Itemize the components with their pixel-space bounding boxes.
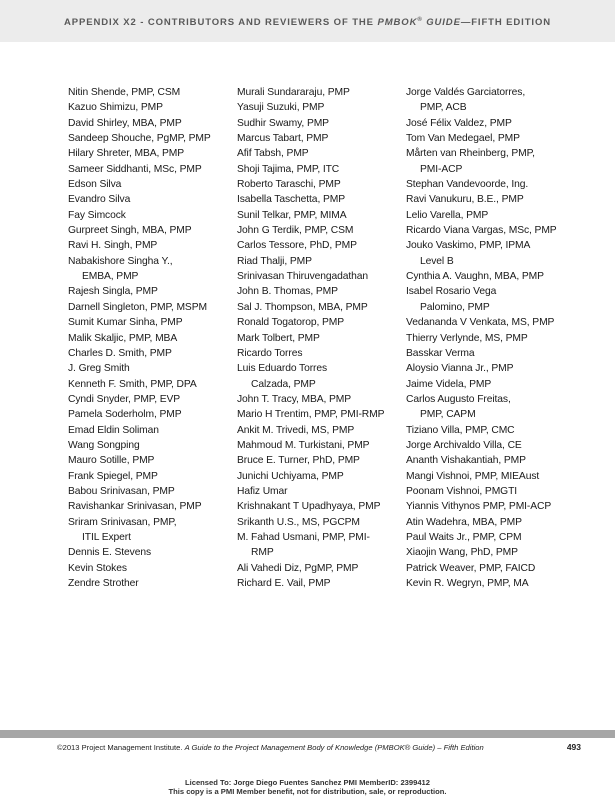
- contributor-name: John B. Thomas, PMP: [237, 286, 338, 298]
- contributor-name: Basskar Verma: [406, 347, 475, 359]
- contributor-name: Tiziano Villa, PMP, CMC: [406, 424, 515, 436]
- contributor-name: Hafiz Umar: [237, 485, 288, 497]
- contributor-name: Murali Sundararaju, PMP: [237, 87, 350, 98]
- contributor-name: Darnell Singleton, PMP, MSPM: [68, 301, 207, 313]
- footer-copyright: [57, 743, 581, 752]
- contributor-name: Bruce E. Turner, PhD, PMP: [237, 455, 360, 467]
- contributor-name: Nabakishore Singha Y.,: [68, 255, 173, 267]
- contributor-name: Sriram Srinivasan, PMP,: [68, 516, 177, 528]
- contributor-name: John G Terdik, PMP, CSM: [237, 225, 354, 237]
- contributor-name: Shoji Tajima, PMP, ITC: [237, 163, 340, 175]
- contributor-name: Poonam Vishnoi, PMGTI: [406, 485, 518, 497]
- license-line-1: Licensed To: Jorge Diego Fuentes Sanchez PMI MemberID: 2399412: [184, 778, 431, 787]
- contributor-name-continuation: Calzada, PMP: [251, 378, 316, 390]
- contributor-name: Vedananda V Venkata, MS, PMP: [406, 317, 555, 329]
- header-title-suffix: —FIFTH EDITION: [460, 17, 551, 29]
- footer-book-title: A Guide to the Project Management Body of Knowledge (PMBOK® Guide) – Fifth Edition: [184, 743, 484, 752]
- contributor-name: Thierry Verlynde, MS, PMP: [406, 332, 528, 344]
- contributor-name: Sumit Kumar Sinha, PMP: [68, 317, 183, 329]
- contributors-column-3: [406, 85, 557, 591]
- contributor-name: John T. Tracy, MBA, PMP: [237, 393, 352, 405]
- contributor-name: Tom Van Medegael, PMP: [406, 133, 520, 145]
- contributor-name: Ravishankar Srinivasan, PMP: [68, 501, 202, 513]
- contributor-name: Nitin Shende, PMP, CSM: [68, 87, 181, 98]
- contributor-name-continuation: PMP, ACB: [420, 102, 467, 114]
- contributor-name: Malik Skaljic, PMP, MBA: [68, 332, 178, 344]
- contributor-name: Sunil Telkar, PMP, MIMA: [237, 209, 347, 221]
- contributor-name: Roberto Taraschi, PMP: [237, 179, 341, 191]
- contributor-name-continuation: ITIL Expert: [82, 531, 131, 543]
- contributor-name: Rajesh Singla, PMP: [68, 286, 158, 298]
- contributor-name: Mårten van Rheinberg, PMP,: [406, 148, 535, 160]
- contributor-name: Xiaojin Wang, PhD, PMP: [406, 547, 518, 559]
- contributor-name: M. Fahad Usmani, PMP, PMI-: [237, 531, 370, 543]
- contributor-name: José Félix Valdez, PMP: [406, 117, 512, 129]
- contributor-name-continuation: RMP: [251, 547, 274, 559]
- page-number: 493: [566, 742, 581, 752]
- contributor-name: Evandro Silva: [68, 194, 131, 206]
- contributor-name: Kenneth F. Smith, PMP, DPA: [68, 378, 197, 390]
- contributor-name: Richard E. Vail, PMP: [237, 578, 331, 589]
- contributor-name: Wang Songping: [68, 439, 140, 451]
- header-title-prefix: APPENDIX X2 - CONTRIBUTORS AND REVIEWERS OF THE: [64, 17, 374, 29]
- contributor-name: Atin Wadehra, MBA, PMP: [406, 516, 522, 528]
- header-title-guide: GUIDE: [426, 17, 461, 29]
- contributor-name: Edson Silva: [68, 179, 122, 191]
- contributor-name: Carlos Tessore, PhD, PMP: [237, 240, 357, 252]
- contributor-name: Kevin Stokes: [68, 562, 127, 574]
- contributor-name: Marcus Tabart, PMP: [237, 133, 329, 145]
- contributor-name: Hilary Shreter, MBA, PMP: [68, 148, 185, 160]
- contributor-name: Charles D. Smith, PMP: [68, 347, 172, 359]
- contributor-name: Isabel Rosario Vega: [406, 286, 497, 298]
- contributor-name: Carlos Augusto Freitas,: [406, 393, 511, 405]
- contributor-name: Mark Tolbert, PMP: [237, 332, 320, 344]
- contributor-name-continuation: EMBA, PMP: [82, 271, 139, 283]
- contributor-name: Yasuji Suzuki, PMP: [237, 102, 325, 114]
- contributor-name: J. Greg Smith: [68, 363, 130, 375]
- contributor-name: Ricardo Torres: [237, 347, 303, 359]
- contributor-name: Stephan Vandevoorde, Ing.: [406, 179, 529, 191]
- contributor-name: Isabella Taschetta, PMP: [237, 194, 345, 206]
- contributor-name: Kazuo Shimizu, PMP: [68, 102, 163, 114]
- contributor-name: Sal J. Thompson, MBA, PMP: [237, 301, 368, 313]
- contributor-name: Ravi H. Singh, PMP: [68, 240, 158, 252]
- contributor-name: Fay Simcock: [68, 209, 126, 221]
- contributor-name: Krishnakant T Upadhyaya, PMP: [237, 501, 381, 513]
- contributor-name-continuation: PMP, CAPM: [420, 409, 476, 421]
- license-line-2: This copy is a PMI Member benefit, not for distribution, sale, or reproduction.: [168, 786, 447, 796]
- contributor-name-continuation: Level B: [420, 255, 454, 267]
- contributor-name: Babou Srinivasan, PMP: [68, 485, 175, 497]
- contributor-name: Cyndi Snyder, PMP, EVP: [68, 393, 181, 405]
- contributor-name: Afif Tabsh, PMP: [237, 148, 309, 160]
- contributor-name: Lelio Varella, PMP: [406, 209, 489, 221]
- header-title-pmbok: PMBOK: [377, 17, 418, 29]
- contributor-name: Paul Waits Jr., PMP, CPM: [406, 531, 522, 543]
- footer-rule: [0, 730, 615, 738]
- contributor-name: Jorge Valdés Garciatorres,: [406, 87, 526, 98]
- contributor-name: Ravi Vanukuru, B.E., PMP: [406, 194, 524, 206]
- contributors-column-2: [237, 85, 384, 591]
- contributor-name: Frank Spiegel, PMP: [68, 470, 158, 482]
- contributor-name: Mahmoud M. Turkistani, PMP: [237, 439, 370, 451]
- contributor-name: Cynthia A. Vaughn, MBA, PMP: [406, 271, 544, 283]
- contributor-name: Sameer Siddhanti, MSc, PMP: [68, 163, 202, 175]
- contributor-name: Mangi Vishnoi, PMP, MIEAust: [406, 470, 540, 482]
- contributor-name: Ronald Togatorop, PMP: [237, 317, 345, 329]
- contributor-name: Srikanth U.S., MS, PGCPM: [237, 516, 360, 528]
- header-title-registered: ®: [417, 17, 423, 23]
- contributor-name: Patrick Weaver, PMP, FAICD: [406, 562, 536, 574]
- contributor-name: Ankit M. Trivedi, MS, PMP: [237, 424, 355, 436]
- contributor-name: Aloysio Vianna Jr., PMP: [406, 363, 514, 375]
- contributor-name: Emad Eldin Soliman: [68, 424, 159, 436]
- contributor-name: Yiannis Vithynos PMP, PMI-ACP: [406, 501, 552, 513]
- contributor-name: Luis Eduardo Torres: [237, 363, 328, 375]
- contributor-name: Ricardo Viana Vargas, MSc, PMP: [406, 225, 557, 237]
- contributors-column-1: [68, 85, 211, 591]
- contributor-name: Mauro Sotille, PMP: [68, 455, 155, 467]
- contributor-name: Zendre Strother: [68, 578, 139, 589]
- contributor-name: Sandeep Shouche, PgMP, PMP: [68, 133, 211, 145]
- header-title: [0, 17, 615, 28]
- contributor-name: David Shirley, MBA, PMP: [68, 117, 182, 129]
- contributor-name: Jorge Archivaldo Villa, CE: [406, 439, 522, 451]
- contributor-name: Pamela Soderholm, PMP: [68, 409, 182, 421]
- contributor-name: Riad Thalji, PMP: [237, 255, 312, 267]
- contributor-name: Junichi Uchiyama, PMP: [237, 470, 344, 482]
- contributor-name: Dennis E. Stevens: [68, 547, 152, 559]
- contributor-name: Srinivasan Thiruvengadathan: [237, 271, 369, 283]
- license-notice: [0, 779, 615, 796]
- footer-copyright-prefix: ©2013 Project Management Institute.: [57, 743, 183, 752]
- contributor-name: Ali Vahedi Diz, PgMP, PMP: [237, 562, 359, 574]
- contributor-name-continuation: PMI-ACP: [420, 163, 463, 175]
- running-header: [0, 0, 615, 42]
- contributor-name-continuation: Palomino, PMP: [420, 301, 490, 313]
- contributor-name: Jouko Vaskimo, PMP, IPMA: [406, 240, 531, 252]
- contributor-name: Jaime Videla, PMP: [406, 378, 492, 390]
- contributor-name: Kevin R. Wegryn, PMP, MA: [406, 578, 529, 589]
- contributor-name: Mario H Trentim, PMP, PMI-RMP: [237, 409, 385, 421]
- contributor-name: Ananth Vishakantiah, PMP: [406, 455, 526, 467]
- contributor-name: Sudhir Swamy, PMP: [237, 117, 329, 129]
- contributor-name: Gurpreet Singh, MBA, PMP: [68, 225, 192, 237]
